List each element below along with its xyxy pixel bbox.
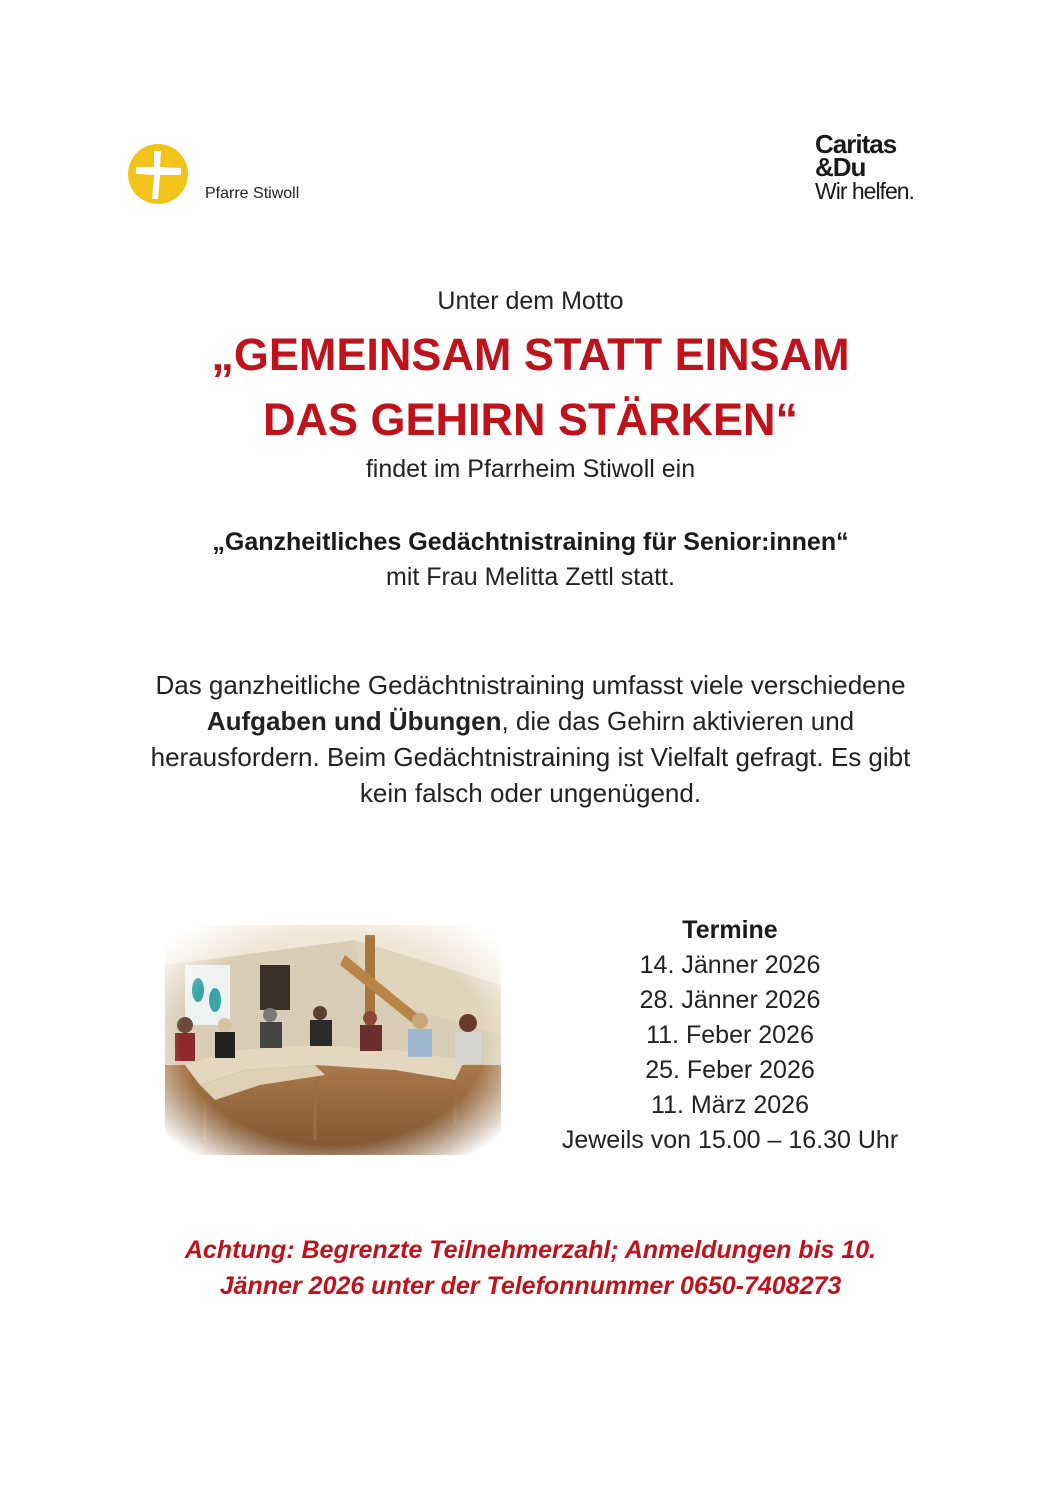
trainer-line: mit Frau Melitta Zettl statt. [386, 563, 675, 591]
location-line: findet im Pfarrheim Stiwoll ein [365, 455, 696, 483]
schedule-heading: Termine [682, 916, 778, 944]
schedule-date: 11. März 2026 [651, 1091, 809, 1119]
caritas-logo-line2: &Du [815, 152, 866, 182]
parish-cross-icon [127, 143, 189, 205]
parish-name: Pfarre Stiwoll [205, 185, 300, 202]
caritas-logo-tagline: Wir helfen. [815, 178, 914, 204]
schedule-date: 14. Jänner 2026 [639, 951, 821, 979]
notice-line2: Jänner 2026 unter der Telefonnummer 0650-7408273 [219, 1272, 842, 1300]
schedule-time: Jeweils von 15.00 – 16.30 Uhr [561, 1126, 899, 1154]
caritas-logo [815, 129, 945, 213]
caritas-logo-line1: Caritas [815, 129, 897, 159]
description-text-1: Das ganzheitliche Gedächtnistraining umfasst viele verschiedene [155, 670, 906, 700]
parish-logo [127, 143, 327, 208]
headline-line2: DAS GEHIRN STÄRKEN“ [262, 394, 799, 445]
description-text-2: , die das Gehirn aktivieren und herausfordern. Beim Gedächtnistraining ist Vielfalt gefragt. Es gibt kein falsch oder ungenügend. [150, 706, 911, 808]
description-paragraph [150, 667, 911, 811]
schedule-date: 28. Jänner 2026 [639, 986, 821, 1014]
notice-line1: Achtung: Begrenzte Teilnehmerzahl; Anmeldungen bis 10. [184, 1236, 877, 1264]
schedule-date: 11. Feber 2026 [646, 1021, 814, 1049]
description-emphasis: Aufgaben und Übungen [206, 706, 502, 736]
headline-line1: „GEMEINSAM STATT EINSAM [211, 329, 850, 380]
course-title: „Ganzheitliches Gedächtnistraining für Senior:innen“ [212, 528, 849, 556]
group-photo [165, 925, 501, 1155]
schedule-date: 25. Feber 2026 [645, 1056, 815, 1084]
motto-label: Unter dem Motto [437, 287, 624, 315]
schedule [525, 912, 935, 1158]
